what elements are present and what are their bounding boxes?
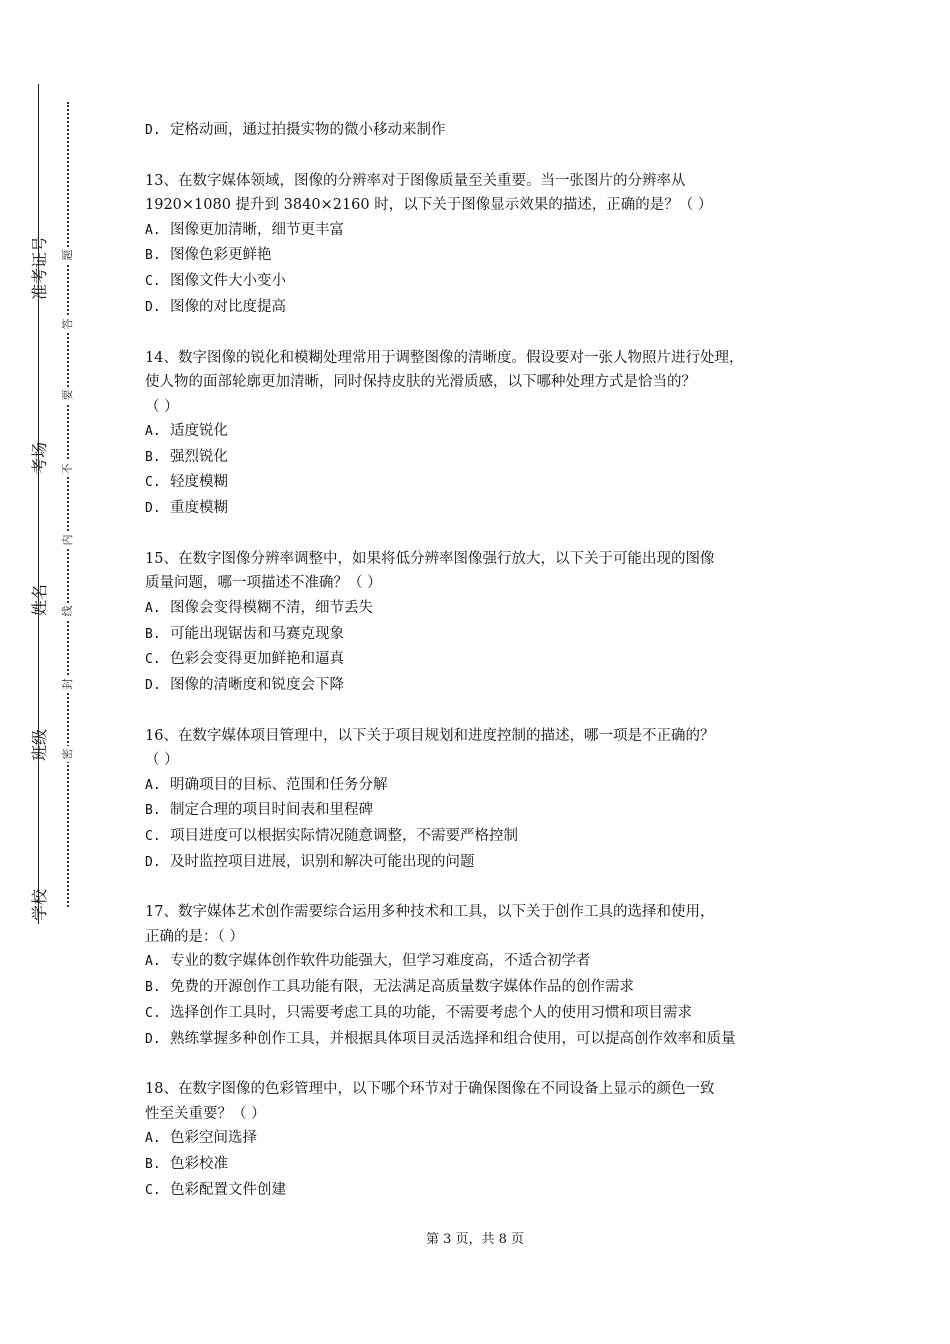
- question-stem: （ ）: [145, 752, 179, 769]
- option: D. 及时监控项目进展，识别和解决可能出现的问题: [145, 853, 475, 870]
- option: C. 图像文件大小变小: [145, 273, 286, 290]
- field-school-label: 学校: [30, 889, 49, 922]
- question-stem: 16、在数字媒体项目管理中，以下关于项目规划和进度控制的描述，哪一项是不正确的？: [145, 727, 715, 744]
- question-stem: （ ）: [145, 398, 179, 415]
- seal-char: 密: [61, 746, 75, 762]
- option: A. 图像会变得模糊不清，细节丢失: [145, 599, 373, 616]
- seal-char: 线: [61, 603, 75, 619]
- field-exam-room-label: 考场: [30, 442, 49, 475]
- field-class-label: 班级: [30, 729, 49, 762]
- seal-char: 封: [61, 676, 75, 692]
- question-14: [145, 346, 825, 522]
- question-stem: 13、在数字媒体领域，图像的分辨率对于图像质量至关重要。当一张图片的分辨率从: [145, 172, 686, 189]
- question-17: [145, 900, 825, 1052]
- option: B. 制定合理的项目时间表和里程碑: [145, 802, 373, 819]
- option: B. 强烈锐化: [145, 448, 228, 465]
- question-stem: 18、在数字图像的色彩管理中，以下哪个环节对于确保图像在不同设备上显示的颜色一致: [145, 1081, 715, 1098]
- question-16: [145, 724, 825, 876]
- option: C. 色彩会变得更加鲜艳和逼真: [145, 651, 344, 668]
- option: B. 色彩校准: [145, 1155, 228, 1172]
- field-name-label: 姓名: [30, 584, 49, 617]
- question-stem: 15、在数字图像分辨率调整中，如果将低分辨率图像强行放大，以下关于可能出现的图像: [145, 550, 715, 567]
- option: A. 明确项目的目标、范围和任务分解: [145, 776, 388, 793]
- binding-dotted-line: [67, 102, 69, 907]
- option: C. 项目进度可以根据实际情况随意调整，不需要严格控制: [145, 828, 518, 845]
- question-12-tail: [145, 118, 825, 144]
- option: A. 图像更加清晰，细节更丰富: [145, 221, 344, 238]
- option: B. 图像色彩更鲜艳: [145, 247, 272, 264]
- option: D. 重度模糊: [145, 500, 228, 517]
- question-stem: 性至关重要？（ ）: [145, 1105, 266, 1122]
- seal-char: 不: [61, 461, 75, 477]
- question-stem: 14、数字图像的锐化和模糊处理常用于调整图像的清晰度。假设要对一张人物照片进行处理，: [145, 349, 744, 366]
- option: A. 适度锐化: [145, 423, 228, 440]
- question-13: [145, 169, 825, 321]
- option: B. 免费的开源创作工具功能有限，无法满足高质量数字媒体作品的创作需求: [145, 979, 634, 996]
- option: D. 熟练掌握多种创作工具，并根据具体项目灵活选择和组合使用，可以提高创作效率和质量: [145, 1030, 736, 1047]
- question-stem: 质量问题，哪一项描述不准确？（ ）: [145, 575, 382, 592]
- option: A. 专业的数字媒体创作软件功能强大，但学习难度高，不适合初学者: [145, 953, 591, 970]
- question-stem: 正确的是：（ ）: [145, 928, 244, 945]
- option: D. 定格动画，通过拍摄实物的微小移动来制作: [145, 122, 446, 138]
- seal-char: 答: [61, 316, 75, 332]
- question-18: [145, 1077, 825, 1203]
- option: D. 图像的对比度提高: [145, 298, 286, 315]
- field-exam-number-label: 准考证号: [30, 235, 49, 300]
- option: C. 选择创作工具时，只需要考虑工具的功能，不需要考虑个人的使用习惯和项目需求: [145, 1004, 692, 1021]
- question-stem: 17、数字媒体艺术创作需要综合运用多种技术和工具，以下关于创作工具的选择和使用，: [145, 904, 715, 921]
- option: A. 色彩空间选择: [145, 1130, 257, 1147]
- question-stem: 使人物的面部轮廓更加清晰，同时保持皮肤的光滑质感，以下哪种处理方式是恰当的？: [145, 374, 696, 391]
- option: B. 可能出现锯齿和马赛克现象: [145, 625, 344, 642]
- option: C. 色彩配置文件创建: [145, 1181, 286, 1198]
- binding-solid-line: [38, 84, 39, 924]
- question-list: [145, 118, 825, 1228]
- seal-char: 要: [61, 387, 75, 403]
- page-number-footer: 第 3 页，共 8 页: [425, 1232, 525, 1247]
- option: D. 图像的清晰度和锐度会下降: [145, 676, 344, 693]
- question-stem: 1920×1080 提升到 3840×2160 时，以下关于图像显示效果的描述，正确的是？（ ）: [145, 197, 713, 214]
- seal-char: 题: [61, 247, 75, 263]
- question-15: [145, 547, 825, 699]
- option: C. 轻度模糊: [145, 474, 228, 491]
- seal-char: 内: [61, 532, 75, 548]
